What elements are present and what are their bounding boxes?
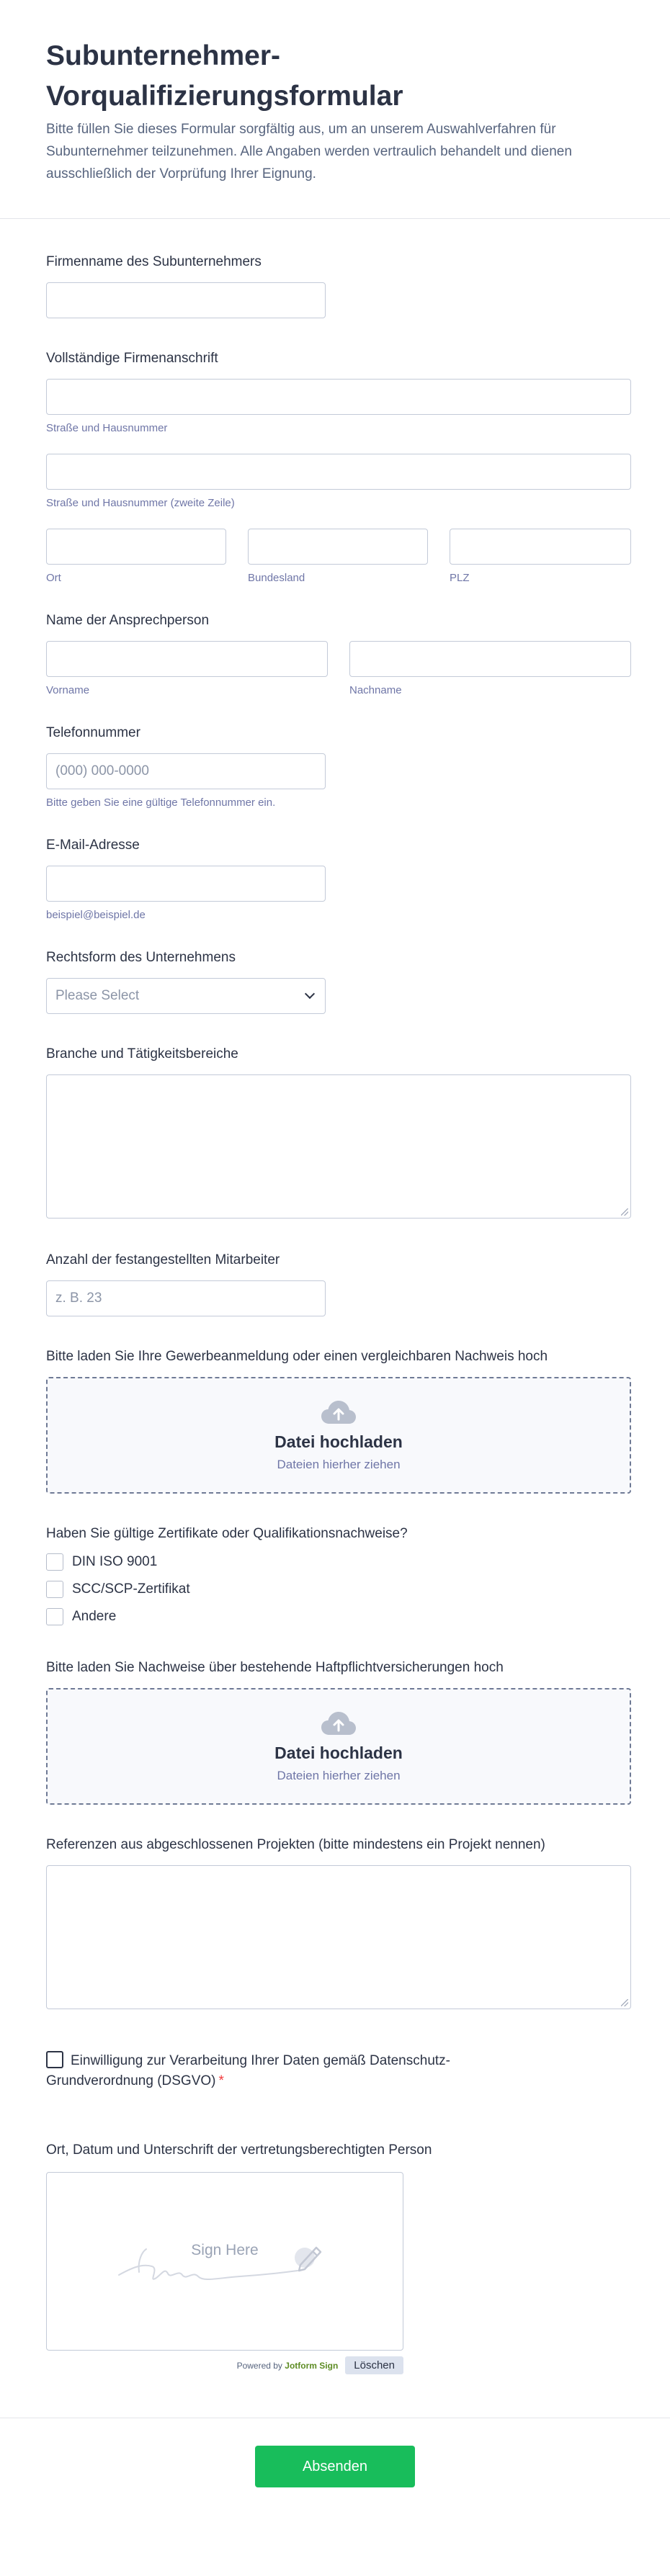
upload1-label: Bitte laden Sie Ihre Gewerbeanmeldung oder einen vergleichbaren Nachweis hoch	[46, 1349, 548, 1364]
field-company-name	[46, 253, 631, 318]
required-asterisk: *	[218, 2073, 224, 2088]
form-header	[0, 0, 670, 219]
references-textarea[interactable]	[46, 1865, 631, 2009]
company-name-label: Firmenname des Subunternehmers	[46, 254, 262, 269]
street-input[interactable]	[46, 379, 631, 415]
cert-option-label: DIN ISO 9001	[72, 1554, 158, 1569]
street2-input[interactable]	[46, 454, 631, 490]
resize-handle-icon[interactable]	[621, 1208, 628, 1216]
field-legal-form	[46, 949, 631, 1014]
state-sublabel: Bundesland	[248, 572, 305, 584]
form-footer	[0, 2418, 670, 2516]
signature-pad[interactable]	[46, 2172, 403, 2351]
first-name-group	[46, 641, 328, 697]
jotform-sign-brand: Jotform Sign	[285, 2360, 339, 2371]
powered-by	[237, 2361, 339, 2371]
employees-label: Anzahl der festangestellten Mitarbeiter	[46, 1252, 280, 1267]
street-sublabel: Straße und Hausnummer	[46, 422, 168, 434]
field-upload-registration	[46, 1348, 631, 1494]
upload2-label: Bitte laden Sie Nachweise über bestehende Haftpflichtversicherungen hoch	[46, 1660, 504, 1675]
field-upload-insurance	[46, 1659, 631, 1805]
email-label: E-Mail-Adresse	[46, 838, 140, 853]
cert-option[interactable]	[46, 1548, 631, 1576]
last-name-group	[349, 641, 631, 697]
state-group	[248, 529, 428, 585]
field-consent	[46, 2051, 550, 2091]
upload2-dropzone[interactable]	[46, 1688, 631, 1805]
form-title: Subunternehmer-Vorqualifizierungsformular	[46, 40, 403, 112]
submit-button[interactable]: Absenden	[255, 2446, 415, 2487]
last-name-sublabel: Nachname	[349, 684, 402, 696]
cert-option-label: SCC/SCP-Zertifikat	[72, 1581, 190, 1597]
consent-label: Einwilligung zur Verarbeitung Ihrer Daten gemäß Datenschutz-Grundverordnung (DSGVO)	[46, 2053, 450, 2088]
phone-sublabel: Bitte geben Sie eine gültige Telefonnummer ein.	[46, 796, 276, 809]
company-name-input[interactable]	[46, 282, 326, 318]
state-input[interactable]	[248, 529, 428, 565]
industry-label: Branche und Tätigkeitsbereiche	[46, 1046, 238, 1062]
street2-sublabel: Straße und Hausnummer (zweite Zeile)	[46, 497, 235, 509]
consent-checkbox-row[interactable]	[46, 2051, 550, 2091]
field-phone	[46, 724, 631, 809]
legal-form-label: Rechtsform des Unternehmens	[46, 950, 236, 965]
contact-label: Name der Ansprechperson	[46, 613, 210, 628]
upload2-title: Datei hochladen	[274, 1743, 403, 1762]
zip-sublabel: PLZ	[450, 572, 470, 584]
upload1-subtitle: Dateien hierher ziehen	[277, 1457, 401, 1471]
field-employees	[46, 1252, 631, 1316]
email-sublabel: beispiel@beispiel.de	[46, 909, 146, 921]
upload2-subtitle: Dateien hierher ziehen	[277, 1768, 401, 1782]
city-input[interactable]	[46, 529, 226, 565]
checkbox[interactable]	[46, 1553, 63, 1571]
zip-input[interactable]	[450, 529, 631, 565]
last-name-input[interactable]	[349, 641, 631, 677]
email-input[interactable]	[46, 866, 326, 902]
field-contact-name	[46, 612, 631, 697]
certs-label: Haben Sie gültige Zertifikate oder Qualifikationsnachweise?	[46, 1526, 408, 1541]
checkbox[interactable]	[46, 1608, 63, 1625]
address-label: Vollständige Firmenanschrift	[46, 351, 218, 366]
signature-placeholder: Sign Here	[191, 2242, 259, 2258]
employees-input[interactable]: z. B. 23	[46, 1280, 326, 1316]
city-group	[46, 529, 226, 585]
upload1-dropzone[interactable]	[46, 1377, 631, 1494]
city-sublabel: Ort	[46, 572, 61, 584]
pen-icon	[290, 2240, 325, 2272]
form-body	[0, 219, 670, 2374]
contact-row	[46, 641, 631, 697]
resize-handle-icon[interactable]	[621, 1999, 628, 2006]
first-name-input[interactable]	[46, 641, 328, 677]
checkbox[interactable]	[46, 1581, 63, 1598]
phone-input[interactable]: (000) 000-0000	[46, 753, 326, 789]
cert-option[interactable]	[46, 1576, 631, 1603]
chevron-down-icon	[305, 989, 315, 999]
industry-textarea[interactable]	[46, 1074, 631, 1219]
phone-label: Telefonnummer	[46, 725, 140, 740]
signature-label: Ort, Datum und Unterschrift der vertretungsberechtigten Person	[46, 2142, 432, 2158]
legal-form-value: Please Select	[55, 988, 140, 1003]
field-certificates	[46, 1525, 631, 1630]
first-name-sublabel: Vorname	[46, 684, 90, 696]
upload1-title: Datei hochladen	[274, 1432, 403, 1451]
field-address	[46, 350, 631, 585]
form-subtitle: Bitte füllen Sie dieses Formular sorgfältig aus, um an unserem Auswahlverfahren für Subunternehmer teilzunehmen. Alle Angaben werden vertraulich behandelt und dienen ausschließlich der Vorprüfung Ihrer Eignung.	[46, 122, 572, 181]
powered-by-prefix: Powered by	[236, 2360, 282, 2371]
signature-footer	[46, 2356, 403, 2374]
references-label: Referenzen aus abgeschlossenen Projekten (bitte mindestens ein Projekt nennen)	[46, 1837, 545, 1852]
zip-group	[450, 529, 631, 585]
field-signature	[46, 2142, 631, 2374]
field-industry	[46, 1046, 631, 1219]
legal-form-select[interactable]	[46, 978, 326, 1014]
clear-signature-button[interactable]: Löschen	[345, 2356, 403, 2374]
address-row	[46, 529, 631, 585]
cert-option[interactable]	[46, 1603, 631, 1630]
cloud-upload-icon	[321, 1399, 357, 1425]
field-email	[46, 837, 631, 922]
cert-option-label: Andere	[72, 1609, 117, 1624]
certs-options	[46, 1548, 631, 1630]
cloud-upload-icon	[321, 1710, 357, 1736]
field-references	[46, 1836, 631, 2009]
consent-checkbox[interactable]	[46, 2051, 63, 2068]
